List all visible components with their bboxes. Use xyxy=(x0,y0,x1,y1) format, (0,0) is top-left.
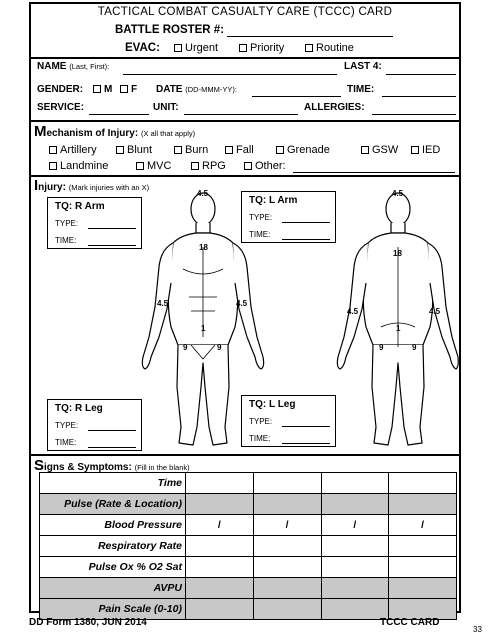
table-cell[interactable] xyxy=(186,536,254,557)
row-label: Pulse Ox % O2 Sat xyxy=(40,557,186,578)
percent-groin: 1 xyxy=(201,324,206,333)
checkbox[interactable] xyxy=(191,162,199,170)
checkbox[interactable] xyxy=(305,44,313,52)
percent-leg-right-front: 9 xyxy=(183,343,188,352)
battle-roster-label: BATTLE ROSTER #: xyxy=(115,24,225,36)
percent-arm-right-back: 4.5 xyxy=(347,307,359,316)
table-cell[interactable] xyxy=(186,494,254,515)
percent-back: 18 xyxy=(393,249,402,258)
signs-heading: Signs & Symptoms: (Fill in the blank) xyxy=(34,457,190,474)
table-cell[interactable]: / xyxy=(321,515,389,536)
unit-field[interactable] xyxy=(184,114,298,115)
tq-right-leg-time-field[interactable] xyxy=(88,447,136,448)
table-row xyxy=(40,515,457,536)
mechanism-grenade-option[interactable]: Grenade xyxy=(276,145,330,156)
row-label: Respiratory Rate xyxy=(40,536,186,557)
table-row xyxy=(40,557,457,578)
percent-head-back: 4.5 xyxy=(392,189,404,198)
mechanism-other-option[interactable]: Other: xyxy=(244,161,286,172)
battle-roster-field[interactable] xyxy=(227,36,393,37)
last4-field[interactable] xyxy=(386,74,456,75)
divider xyxy=(31,454,459,456)
gender-f-option[interactable]: F xyxy=(120,85,137,95)
page-number: 33 xyxy=(473,625,482,634)
percent-head-front: 4.5 xyxy=(197,189,209,198)
mechanism-burn-option[interactable]: Burn xyxy=(174,145,208,156)
table-cell[interactable] xyxy=(389,473,457,494)
table-row xyxy=(40,473,457,494)
table-cell[interactable] xyxy=(321,599,389,620)
evac-priority-option[interactable]: Priority xyxy=(239,43,284,54)
tq-left-arm-time-field[interactable] xyxy=(282,239,330,240)
mechanism-fall-option[interactable]: Fall xyxy=(225,145,254,156)
table-cell[interactable] xyxy=(253,557,321,578)
tq-left-arm-type-field[interactable] xyxy=(282,222,330,223)
checkbox[interactable] xyxy=(239,44,247,52)
checkbox[interactable] xyxy=(276,146,284,154)
form-id: DD Form 1380, JUN 2014 xyxy=(29,617,147,628)
table-row xyxy=(40,578,457,599)
tq-right-arm-type-field[interactable] xyxy=(88,228,136,229)
table-cell[interactable] xyxy=(253,599,321,620)
table-row xyxy=(40,494,457,515)
table-cell[interactable] xyxy=(253,473,321,494)
last4-label: LAST 4: xyxy=(344,61,382,72)
checkbox[interactable] xyxy=(93,85,101,93)
mechanism-blunt-option[interactable]: Blunt xyxy=(116,145,152,156)
checkbox[interactable] xyxy=(136,162,144,170)
percent-arm-left-back: 4.5 xyxy=(429,307,441,316)
checkbox[interactable] xyxy=(174,146,182,154)
table-cell[interactable] xyxy=(321,578,389,599)
allergies-field[interactable] xyxy=(372,114,456,115)
injury-heading: Injury: (Mark injuries with an X) xyxy=(34,177,150,194)
tq-right-arm-box[interactable]: TQ: R Arm TYPE: TIME: xyxy=(47,197,142,249)
tq-right-arm-time-field[interactable] xyxy=(88,245,136,246)
card-title: TACTICAL COMBAT CASUALTY CARE (TCCC) CARD xyxy=(97,6,393,18)
table-row xyxy=(40,536,457,557)
table-cell[interactable] xyxy=(186,473,254,494)
table-cell[interactable] xyxy=(186,599,254,620)
table-cell[interactable] xyxy=(389,494,457,515)
checkbox[interactable] xyxy=(49,162,57,170)
table-cell[interactable] xyxy=(186,557,254,578)
table-cell[interactable] xyxy=(186,578,254,599)
divider xyxy=(31,57,459,59)
percent-arm-right-front: 4.5 xyxy=(157,299,169,308)
percent-leg-right-back: 9 xyxy=(379,343,384,352)
table-cell[interactable] xyxy=(321,473,389,494)
tq-left-leg-box[interactable]: TQ: L Leg TYPE: TIME: xyxy=(241,395,336,447)
signs-table xyxy=(39,472,457,620)
mechanism-mvc-option[interactable]: MVC xyxy=(136,161,171,172)
table-cell[interactable]: / xyxy=(186,515,254,536)
checkbox[interactable] xyxy=(411,146,419,154)
tq-right-leg-type-field[interactable] xyxy=(88,430,136,431)
name-label: NAME (Last, First): xyxy=(37,61,110,72)
name-field[interactable] xyxy=(123,74,337,75)
time-label: TIME: xyxy=(347,84,375,95)
table-cell[interactable] xyxy=(253,494,321,515)
gender-label: GENDER: xyxy=(37,84,84,95)
tq-left-leg-type-field[interactable] xyxy=(282,426,330,427)
evac-routine-option[interactable]: Routine xyxy=(305,43,354,54)
mechanism-other-field[interactable] xyxy=(293,172,455,173)
table-cell[interactable] xyxy=(389,536,457,557)
checkbox[interactable] xyxy=(244,162,252,170)
row-label: Pulse (Rate & Location) xyxy=(40,494,186,515)
percent-arm-left-front: 4.5 xyxy=(236,299,248,308)
mechanism-artillery-option[interactable]: Artillery xyxy=(49,145,97,156)
table-cell[interactable] xyxy=(253,578,321,599)
allergies-label: ALLERGIES: xyxy=(304,102,365,113)
tq-left-leg-time-field[interactable] xyxy=(282,443,330,444)
table-cell[interactable] xyxy=(389,578,457,599)
date-label: DATE (DD-MMM-YY): xyxy=(156,84,237,95)
unit-label: UNIT: xyxy=(153,102,179,113)
service-label: SERVICE: xyxy=(37,102,85,113)
checkbox[interactable] xyxy=(116,146,124,154)
mechanism-landmine-option[interactable]: Landmine xyxy=(49,161,108,172)
time-field[interactable] xyxy=(382,96,456,97)
divider xyxy=(31,175,459,177)
date-field[interactable] xyxy=(252,96,341,97)
table-cell[interactable] xyxy=(253,536,321,557)
row-label: Time xyxy=(40,473,186,494)
row-label: Pain Scale (0-10) xyxy=(40,599,186,620)
table-cell[interactable] xyxy=(321,557,389,578)
mechanism-gsw-option[interactable]: GSW xyxy=(361,145,398,156)
gender-m-option[interactable]: M xyxy=(93,85,112,95)
checkbox[interactable] xyxy=(225,146,233,154)
checkbox[interactable] xyxy=(174,44,182,52)
evac-urgent-option[interactable]: Urgent xyxy=(174,43,218,54)
mechanism-heading: Mechanism of Injury: (X all that apply) xyxy=(34,123,196,140)
table-cell[interactable] xyxy=(389,557,457,578)
checkbox[interactable] xyxy=(361,146,369,154)
percent-leg-left-back: 9 xyxy=(412,343,417,352)
tccc-card xyxy=(29,2,461,613)
checkbox[interactable] xyxy=(120,85,128,93)
row-label: AVPU xyxy=(40,578,186,599)
table-cell[interactable] xyxy=(321,536,389,557)
percent-chest-front: 18 xyxy=(199,243,208,252)
row-label: Blood Pressure xyxy=(40,515,186,536)
divider xyxy=(31,120,459,122)
mechanism-rpg-option[interactable]: RPG xyxy=(191,161,226,172)
tq-left-arm-box[interactable]: TQ: L Arm TYPE: TIME: xyxy=(241,191,336,243)
evac-label: EVAC: xyxy=(125,42,160,54)
tq-right-leg-box[interactable]: TQ: R Leg TYPE: TIME: xyxy=(47,399,142,451)
checkbox[interactable] xyxy=(49,146,57,154)
percent-buttock: 1 xyxy=(396,324,401,333)
card-label: TCCC CARD xyxy=(380,617,440,628)
table-cell[interactable] xyxy=(321,494,389,515)
mechanism-ied-option[interactable]: IED xyxy=(411,145,440,156)
percent-leg-left-front: 9 xyxy=(217,343,222,352)
table-cell[interactable]: / xyxy=(253,515,321,536)
service-field[interactable] xyxy=(89,114,149,115)
table-cell[interactable]: / xyxy=(389,515,457,536)
